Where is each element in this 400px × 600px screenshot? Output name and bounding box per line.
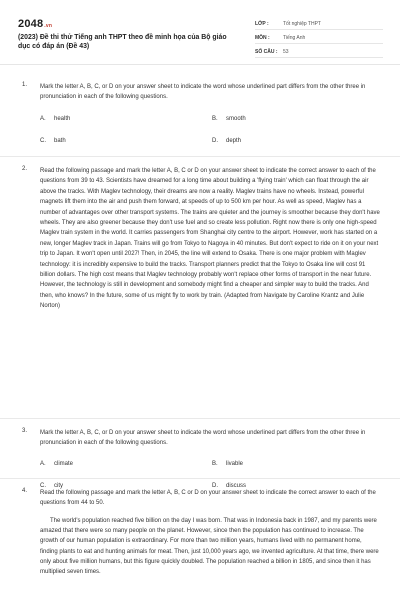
question-number: 3. [22, 428, 28, 434]
question-divider [0, 478, 400, 479]
option-letter: A. [40, 116, 46, 122]
question-number: 1. [22, 82, 28, 88]
option-letter: A. [40, 461, 46, 467]
option-c[interactable] [40, 138, 66, 144]
question-prompt: Mark the letter A, B, C, or D on your answer sheet to indicate the word whose underlined part differs from the other three in pronunciation in each of the following questions. [40, 430, 366, 447]
option-letter: B. [212, 461, 218, 467]
meta-row-question-count [255, 44, 383, 58]
site-logo[interactable] [18, 18, 52, 30]
question-number: 2. [22, 166, 28, 172]
document-title: (2023) Đề thi thử Tiếng anh THPT theo đề minh họa của Bộ giáo dục có đáp án (Đề 43) [18, 34, 227, 51]
option-text: city [54, 483, 63, 489]
question-number: 4. [22, 488, 28, 494]
option-text: depth [226, 138, 242, 144]
reading-passage: Read the following passage and mark the letter A, B, C or D on your answer sheet to indicate the correct answer to each of the questions from 39 to 43. Scientists have dreamed for a long time about building a 'flying train' which can float through the air above the tracks. With Maglev technology, their dreams are now a reality. Maglev trains have no wheels. Instead, powerful magnets lift them into the air and push them forward, at speeds of up to 500 km per hour. As well as speed, Maglev has a number of advantages over other transport systems. The trains are quieter and the journey is smoother because they don't have wheels. They are also greener because they don't use fuel and so create less pollution. Right now there is only one high-speed Maglev train system in the world. It carries passengers from Shanghai city centre to the airport. However, work has started on a new, longer Maglev track in Japan. Trains will go from Tokyo to Nagoya in 40 minutes. But don't expect to ride on it on your next trip to Japan. It won't open until 2027! Then, in 2045, the line will extend to Osaka. There is one major problem with Maglev technology: it is incredibly expensive to build the tracks. Transport planners predict that the Tokyo to Osaka line will cost 91 billion dollars. The high cost means that Maglev technology probably won't replace other forms of transport in the near future. However, the technology is still in development and somebody might find a cheaper and simpler way to build the tracks. And then, who knows? In the future, some of us might fly to work by train. (Adapted from Navigate by Caroline Krantz and Julie Norton) [40, 168, 380, 310]
option-text: discuss [226, 483, 247, 489]
page-header [0, 0, 400, 60]
meta-value: Tiếng Anh [283, 35, 306, 41]
option-letter: B. [212, 116, 218, 122]
meta-label: MÔN : [255, 35, 270, 41]
question-divider [0, 156, 400, 157]
option-letter: C. [40, 483, 46, 489]
reading-passage: The world's population reached five billion on the day I was born. That was in Indonesia back in 1987, and my parents were amazed that there were so many people on the planet. However, since then the population has continued to increase. The growth of our human population is extraordinary. For more than two million years, humans lived with no permanent home, finding plants to eat and hunting animals for meat. Then, just 10,000 years ago, we invented agriculture. At that time, there were only about five million humans, but this figure quickly doubled. The population reached a billion in 1805, and since then it has multiplied seven times. [40, 518, 379, 576]
meta-row-class [255, 16, 383, 30]
logo-text: 2048 [18, 18, 44, 30]
meta-value: 53 [283, 49, 289, 55]
option-text: bath [54, 138, 66, 144]
option-a[interactable] [40, 461, 73, 467]
option-letter: C. [40, 138, 46, 144]
option-letter: D. [212, 138, 218, 144]
question-divider [0, 418, 400, 419]
meta-label: SỐ CÂU : [255, 49, 278, 55]
option-text: climate [54, 461, 74, 467]
question-prompt: Mark the letter A, B, C, or D on your answer sheet to indicate the word whose underlined part differs from the other three in pronunciation in each of the following questions. [40, 84, 366, 101]
header-divider [0, 64, 400, 65]
option-text: livable [226, 461, 244, 467]
meta-row-subject [255, 30, 383, 44]
option-text: smooth [226, 116, 246, 122]
option-b[interactable] [212, 461, 243, 467]
logo-suffix: .vn [44, 23, 53, 29]
meta-value: Tốt nghiệp THPT [283, 21, 321, 27]
option-b[interactable] [212, 116, 246, 122]
option-text: health [54, 116, 71, 122]
option-d[interactable] [212, 138, 241, 144]
meta-label: LỚP : [255, 21, 269, 27]
option-letter: D. [212, 483, 218, 489]
question-prompt: Read the following passage and mark the letter A, B, C or D on your answer sheet to indicate the correct answer to each of the questions from 44 to 50. [40, 490, 376, 507]
option-a[interactable] [40, 116, 70, 122]
exam-meta [255, 16, 383, 58]
